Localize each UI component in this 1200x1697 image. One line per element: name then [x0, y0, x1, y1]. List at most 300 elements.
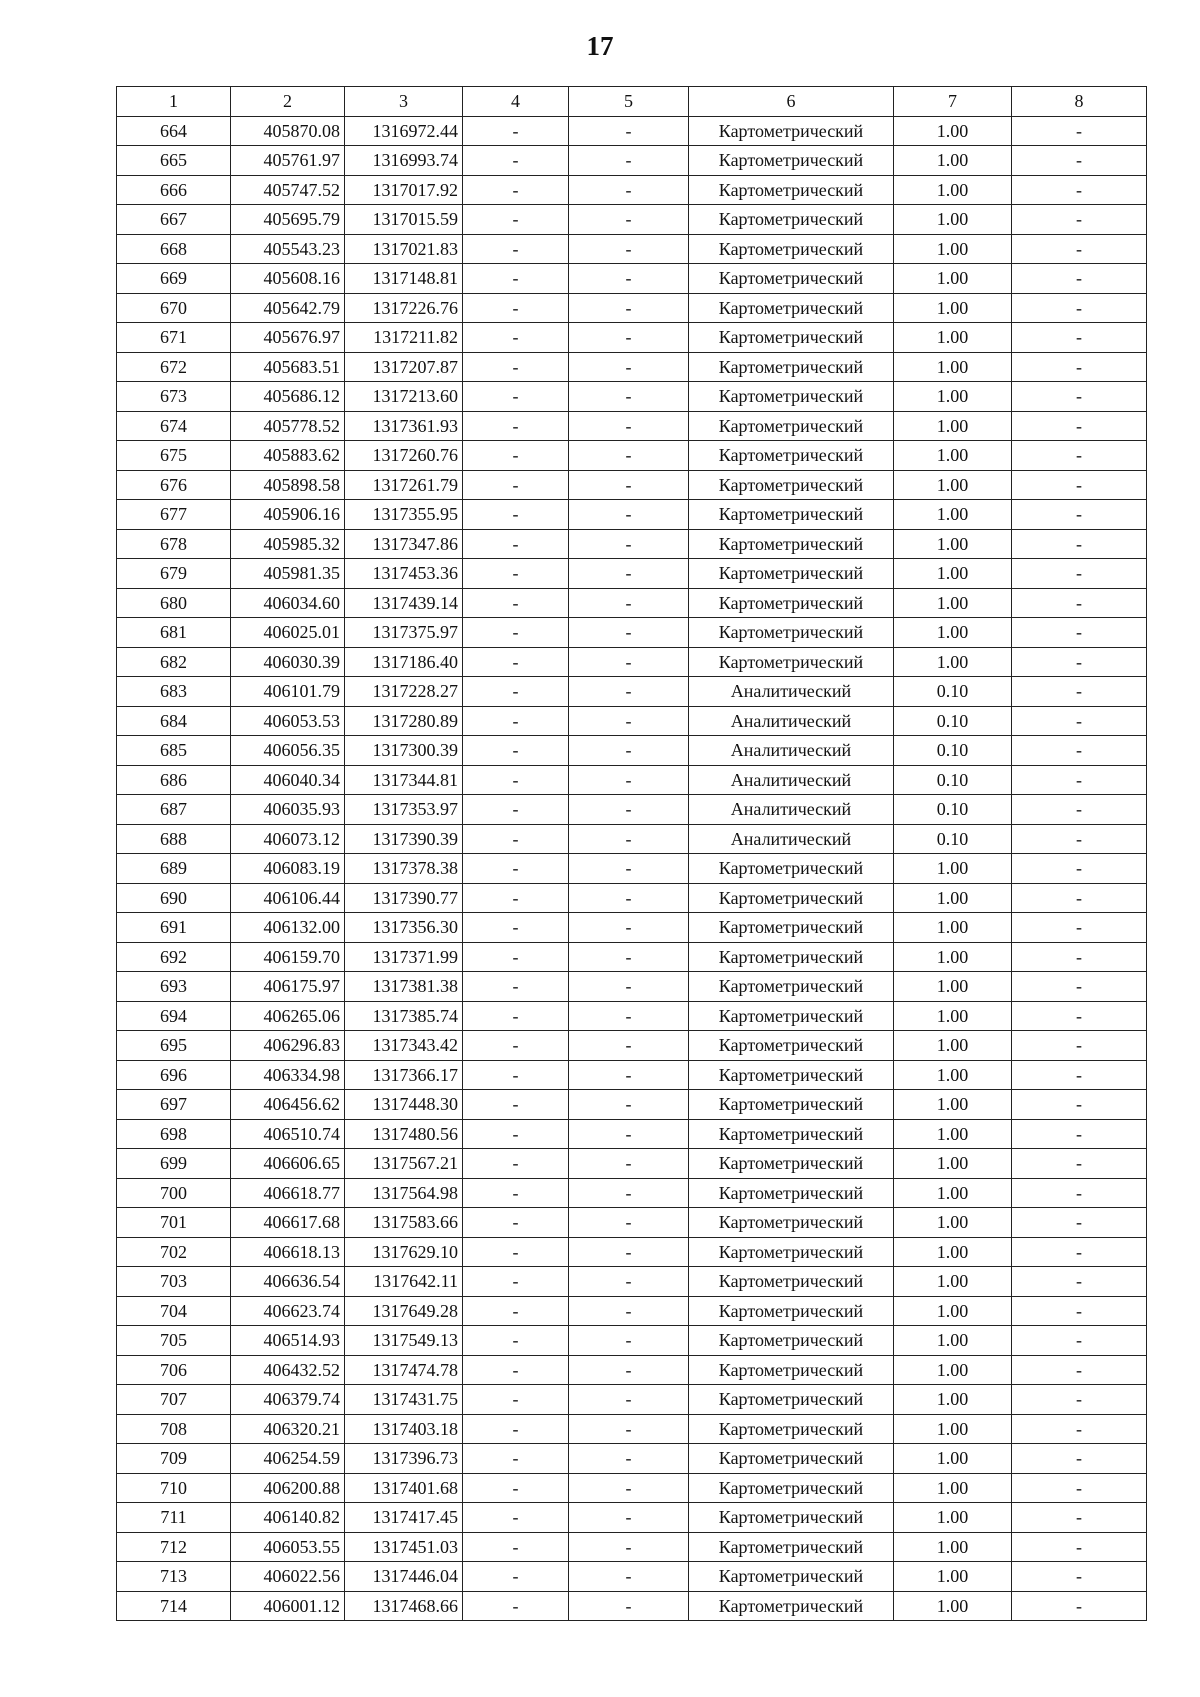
cell-col-8: -: [1012, 411, 1147, 441]
cell-col-8: -: [1012, 352, 1147, 382]
cell-coord-y: 1317629.10: [345, 1237, 463, 1267]
cell-coord-x: 405747.52: [231, 175, 345, 205]
cell-coord-x: 406379.74: [231, 1385, 345, 1415]
cell-coord-x: 406618.13: [231, 1237, 345, 1267]
cell-col-8: -: [1012, 824, 1147, 854]
cell-accuracy: 1.00: [894, 1267, 1012, 1297]
cell-accuracy: 1.00: [894, 972, 1012, 1002]
cell-coord-x: 405883.62: [231, 441, 345, 471]
cell-method: Картометрический: [689, 1237, 894, 1267]
cell-col-4: -: [463, 470, 569, 500]
cell-coord-y: 1317347.86: [345, 529, 463, 559]
cell-method: Аналитический: [689, 795, 894, 825]
cell-col-8: -: [1012, 795, 1147, 825]
table-row: [117, 647, 1147, 677]
cell-col-5: -: [569, 1060, 689, 1090]
cell-col-8: -: [1012, 1562, 1147, 1592]
table-row: [117, 1001, 1147, 1031]
cell-coord-y: 1317390.77: [345, 883, 463, 913]
cell-method: Картометрический: [689, 1208, 894, 1238]
cell-col-4: -: [463, 500, 569, 530]
cell-col-8: -: [1012, 234, 1147, 264]
table-row: [117, 1090, 1147, 1120]
cell-coord-y: 1317207.87: [345, 352, 463, 382]
cell-coord-y: 1317468.66: [345, 1591, 463, 1621]
cell-point-number: 699: [117, 1149, 231, 1179]
table-row: [117, 500, 1147, 530]
cell-col-8: -: [1012, 264, 1147, 294]
cell-col-8: -: [1012, 116, 1147, 146]
cell-accuracy: 0.10: [894, 706, 1012, 736]
cell-accuracy: 1.00: [894, 1031, 1012, 1061]
cell-method: Картометрический: [689, 1296, 894, 1326]
cell-col-8: -: [1012, 559, 1147, 589]
cell-col-5: -: [569, 205, 689, 235]
cell-point-number: 704: [117, 1296, 231, 1326]
cell-coord-x: 405898.58: [231, 470, 345, 500]
cell-point-number: 684: [117, 706, 231, 736]
coordinates-table: [116, 86, 1147, 1621]
table-row: [117, 1296, 1147, 1326]
cell-point-number: 689: [117, 854, 231, 884]
cell-accuracy: 1.00: [894, 500, 1012, 530]
cell-col-8: -: [1012, 618, 1147, 648]
cell-col-5: -: [569, 1503, 689, 1533]
cell-col-5: -: [569, 942, 689, 972]
cell-col-4: -: [463, 883, 569, 913]
cell-accuracy: 1.00: [894, 470, 1012, 500]
cell-method: Картометрический: [689, 942, 894, 972]
cell-point-number: 692: [117, 942, 231, 972]
cell-accuracy: 1.00: [894, 205, 1012, 235]
cell-point-number: 691: [117, 913, 231, 943]
cell-point-number: 710: [117, 1473, 231, 1503]
cell-coord-y: 1317378.38: [345, 854, 463, 884]
cell-col-8: -: [1012, 972, 1147, 1002]
cell-coord-x: 406175.97: [231, 972, 345, 1002]
cell-coord-y: 1317549.13: [345, 1326, 463, 1356]
cell-method: Картометрический: [689, 234, 894, 264]
cell-col-5: -: [569, 175, 689, 205]
cell-accuracy: 1.00: [894, 1355, 1012, 1385]
cell-point-number: 675: [117, 441, 231, 471]
cell-coord-y: 1317228.27: [345, 677, 463, 707]
cell-col-5: -: [569, 116, 689, 146]
cell-coord-x: 406432.52: [231, 1355, 345, 1385]
cell-coord-x: 405906.16: [231, 500, 345, 530]
cell-accuracy: 1.00: [894, 1060, 1012, 1090]
cell-coord-y: 1317474.78: [345, 1355, 463, 1385]
cell-col-5: -: [569, 1385, 689, 1415]
cell-col-4: -: [463, 706, 569, 736]
cell-coord-y: 1317148.81: [345, 264, 463, 294]
table-row: [117, 1119, 1147, 1149]
table-row: [117, 588, 1147, 618]
cell-accuracy: 1.00: [894, 441, 1012, 471]
cell-col-4: -: [463, 1031, 569, 1061]
cell-coord-x: 406514.93: [231, 1326, 345, 1356]
cell-col-5: -: [569, 883, 689, 913]
cell-coord-y: 1317390.39: [345, 824, 463, 854]
cell-col-4: -: [463, 1444, 569, 1474]
cell-col-4: -: [463, 175, 569, 205]
cell-accuracy: 1.00: [894, 1414, 1012, 1444]
cell-method: Картометрический: [689, 618, 894, 648]
table-row: [117, 883, 1147, 913]
cell-point-number: 688: [117, 824, 231, 854]
cell-accuracy: 0.10: [894, 795, 1012, 825]
cell-method: Картометрический: [689, 1031, 894, 1061]
cell-coord-y: 1316993.74: [345, 146, 463, 176]
table-row: [117, 1237, 1147, 1267]
cell-method: Картометрический: [689, 470, 894, 500]
cell-coord-y: 1317343.42: [345, 1031, 463, 1061]
table-row: [117, 234, 1147, 264]
table-row: [117, 1444, 1147, 1474]
table-row: [117, 765, 1147, 795]
cell-col-5: -: [569, 1296, 689, 1326]
cell-coord-x: 406035.93: [231, 795, 345, 825]
cell-col-8: -: [1012, 1473, 1147, 1503]
cell-coord-x: 406623.74: [231, 1296, 345, 1326]
column-header-7: 7: [894, 87, 1012, 117]
table-row: [117, 1473, 1147, 1503]
cell-coord-y: 1317564.98: [345, 1178, 463, 1208]
cell-method: Картометрический: [689, 1355, 894, 1385]
cell-col-4: -: [463, 1178, 569, 1208]
cell-col-4: -: [463, 234, 569, 264]
cell-col-5: -: [569, 1473, 689, 1503]
cell-method: Аналитический: [689, 824, 894, 854]
cell-col-5: -: [569, 1355, 689, 1385]
cell-coord-x: 406101.79: [231, 677, 345, 707]
table-row: [117, 205, 1147, 235]
table-row: [117, 1060, 1147, 1090]
table-row: [117, 116, 1147, 146]
cell-col-5: -: [569, 1444, 689, 1474]
cell-point-number: 694: [117, 1001, 231, 1031]
cell-point-number: 697: [117, 1090, 231, 1120]
cell-coord-y: 1317186.40: [345, 647, 463, 677]
cell-col-8: -: [1012, 1444, 1147, 1474]
table-row: [117, 942, 1147, 972]
cell-col-4: -: [463, 1503, 569, 1533]
cell-col-5: -: [569, 1119, 689, 1149]
cell-coord-y: 1317280.89: [345, 706, 463, 736]
cell-coord-x: 405870.08: [231, 116, 345, 146]
cell-point-number: 683: [117, 677, 231, 707]
cell-col-8: -: [1012, 529, 1147, 559]
column-header-5: 5: [569, 87, 689, 117]
cell-coord-x: 406510.74: [231, 1119, 345, 1149]
cell-col-4: -: [463, 942, 569, 972]
cell-col-4: -: [463, 559, 569, 589]
cell-coord-y: 1317344.81: [345, 765, 463, 795]
cell-col-5: -: [569, 470, 689, 500]
cell-method: Картометрический: [689, 854, 894, 884]
cell-coord-x: 406053.55: [231, 1532, 345, 1562]
cell-method: Картометрический: [689, 647, 894, 677]
table-row: [117, 677, 1147, 707]
cell-col-4: -: [463, 1296, 569, 1326]
table-row: [117, 913, 1147, 943]
table-row: [117, 529, 1147, 559]
cell-accuracy: 0.10: [894, 736, 1012, 766]
cell-col-8: -: [1012, 1208, 1147, 1238]
cell-accuracy: 1.00: [894, 1296, 1012, 1326]
cell-coord-x: 405676.97: [231, 323, 345, 353]
cell-coord-x: 405642.79: [231, 293, 345, 323]
cell-col-8: -: [1012, 706, 1147, 736]
cell-col-4: -: [463, 146, 569, 176]
cell-coord-y: 1317015.59: [345, 205, 463, 235]
cell-coord-x: 406040.34: [231, 765, 345, 795]
cell-coord-y: 1317403.18: [345, 1414, 463, 1444]
cell-col-8: -: [1012, 1385, 1147, 1415]
cell-col-4: -: [463, 441, 569, 471]
cell-col-4: -: [463, 1149, 569, 1179]
cell-method: Картометрический: [689, 1473, 894, 1503]
cell-col-5: -: [569, 1090, 689, 1120]
cell-method: Аналитический: [689, 736, 894, 766]
cell-coord-x: 406334.98: [231, 1060, 345, 1090]
cell-coord-y: 1317260.76: [345, 441, 463, 471]
cell-col-4: -: [463, 824, 569, 854]
cell-col-5: -: [569, 529, 689, 559]
cell-point-number: 669: [117, 264, 231, 294]
cell-col-5: -: [569, 1414, 689, 1444]
cell-accuracy: 0.10: [894, 824, 1012, 854]
cell-col-5: -: [569, 765, 689, 795]
cell-coord-y: 1317356.30: [345, 913, 463, 943]
cell-method: Картометрический: [689, 1503, 894, 1533]
cell-point-number: 678: [117, 529, 231, 559]
cell-method: Картометрический: [689, 116, 894, 146]
cell-accuracy: 1.00: [894, 1562, 1012, 1592]
cell-accuracy: 0.10: [894, 677, 1012, 707]
cell-coord-x: 406034.60: [231, 588, 345, 618]
cell-point-number: 677: [117, 500, 231, 530]
cell-coord-y: 1317021.83: [345, 234, 463, 264]
cell-col-8: -: [1012, 1178, 1147, 1208]
cell-col-4: -: [463, 1326, 569, 1356]
cell-accuracy: 1.00: [894, 1237, 1012, 1267]
cell-coord-y: 1317300.39: [345, 736, 463, 766]
cell-coord-x: 406106.44: [231, 883, 345, 913]
cell-accuracy: 1.00: [894, 1473, 1012, 1503]
cell-col-5: -: [569, 1178, 689, 1208]
cell-col-8: -: [1012, 1119, 1147, 1149]
column-header-6: 6: [689, 87, 894, 117]
cell-coord-y: 1317211.82: [345, 323, 463, 353]
cell-col-4: -: [463, 1591, 569, 1621]
cell-coord-y: 1317353.97: [345, 795, 463, 825]
cell-col-4: -: [463, 352, 569, 382]
cell-col-4: -: [463, 293, 569, 323]
cell-coord-y: 1317480.56: [345, 1119, 463, 1149]
cell-coord-x: 405695.79: [231, 205, 345, 235]
cell-coord-y: 1317213.60: [345, 382, 463, 412]
cell-col-8: -: [1012, 942, 1147, 972]
cell-col-8: -: [1012, 205, 1147, 235]
table-row: [117, 1503, 1147, 1533]
cell-coord-y: 1317567.21: [345, 1149, 463, 1179]
cell-accuracy: 1.00: [894, 559, 1012, 589]
cell-point-number: 693: [117, 972, 231, 1002]
cell-accuracy: 1.00: [894, 942, 1012, 972]
cell-col-8: -: [1012, 1503, 1147, 1533]
cell-point-number: 695: [117, 1031, 231, 1061]
cell-method: Картометрический: [689, 382, 894, 412]
cell-point-number: 667: [117, 205, 231, 235]
cell-coord-x: 406320.21: [231, 1414, 345, 1444]
cell-col-5: -: [569, 382, 689, 412]
cell-point-number: 713: [117, 1562, 231, 1592]
cell-coord-x: 406159.70: [231, 942, 345, 972]
cell-coord-y: 1317446.04: [345, 1562, 463, 1592]
cell-method: Картометрический: [689, 1414, 894, 1444]
cell-col-5: -: [569, 293, 689, 323]
cell-col-4: -: [463, 1267, 569, 1297]
page-number: 17: [586, 31, 614, 61]
cell-col-5: -: [569, 1237, 689, 1267]
cell-col-4: -: [463, 1473, 569, 1503]
cell-coord-x: 406254.59: [231, 1444, 345, 1474]
cell-col-8: -: [1012, 1149, 1147, 1179]
cell-col-8: -: [1012, 883, 1147, 913]
table-row: [117, 1355, 1147, 1385]
cell-coord-y: 1317453.36: [345, 559, 463, 589]
cell-col-8: -: [1012, 1591, 1147, 1621]
table-row: [117, 411, 1147, 441]
table-row: [117, 824, 1147, 854]
table-row: [117, 293, 1147, 323]
table-row: [117, 559, 1147, 589]
cell-method: Картометрический: [689, 1326, 894, 1356]
cell-col-4: -: [463, 854, 569, 884]
cell-col-4: -: [463, 1562, 569, 1592]
cell-accuracy: 1.00: [894, 1591, 1012, 1621]
cell-col-4: -: [463, 323, 569, 353]
cell-col-8: -: [1012, 441, 1147, 471]
cell-method: Картометрический: [689, 1060, 894, 1090]
cell-col-4: -: [463, 1090, 569, 1120]
cell-coord-x: 406456.62: [231, 1090, 345, 1120]
cell-coord-x: 405543.23: [231, 234, 345, 264]
cell-accuracy: 1.00: [894, 854, 1012, 884]
cell-coord-y: 1317361.93: [345, 411, 463, 441]
cell-col-8: -: [1012, 765, 1147, 795]
cell-col-8: -: [1012, 1355, 1147, 1385]
cell-coord-y: 1317448.30: [345, 1090, 463, 1120]
cell-coord-y: 1317642.11: [345, 1267, 463, 1297]
cell-col-4: -: [463, 1385, 569, 1415]
cell-point-number: 687: [117, 795, 231, 825]
cell-coord-x: 405608.16: [231, 264, 345, 294]
cell-col-5: -: [569, 618, 689, 648]
cell-accuracy: 1.00: [894, 1149, 1012, 1179]
cell-method: Картометрический: [689, 913, 894, 943]
table-row: [117, 1031, 1147, 1061]
table-row: [117, 1532, 1147, 1562]
cell-accuracy: 0.10: [894, 765, 1012, 795]
cell-method: Картометрический: [689, 293, 894, 323]
cell-accuracy: 1.00: [894, 323, 1012, 353]
cell-col-4: -: [463, 264, 569, 294]
cell-col-4: -: [463, 1001, 569, 1031]
cell-point-number: 671: [117, 323, 231, 353]
cell-col-5: -: [569, 677, 689, 707]
cell-col-4: -: [463, 116, 569, 146]
cell-point-number: 707: [117, 1385, 231, 1415]
cell-coord-x: 406265.06: [231, 1001, 345, 1031]
cell-coord-y: 1317649.28: [345, 1296, 463, 1326]
table-row: [117, 264, 1147, 294]
cell-coord-y: 1317371.99: [345, 942, 463, 972]
cell-accuracy: 1.00: [894, 1119, 1012, 1149]
cell-col-5: -: [569, 500, 689, 530]
cell-col-5: -: [569, 913, 689, 943]
cell-col-5: -: [569, 1267, 689, 1297]
cell-col-8: -: [1012, 736, 1147, 766]
cell-method: Картометрический: [689, 146, 894, 176]
cell-accuracy: 1.00: [894, 116, 1012, 146]
cell-accuracy: 1.00: [894, 1503, 1012, 1533]
cell-coord-y: 1317417.45: [345, 1503, 463, 1533]
cell-coord-x: 406022.56: [231, 1562, 345, 1592]
cell-col-8: -: [1012, 175, 1147, 205]
cell-coord-y: 1317583.66: [345, 1208, 463, 1238]
cell-col-5: -: [569, 1591, 689, 1621]
cell-col-8: -: [1012, 1414, 1147, 1444]
cell-method: Картометрический: [689, 323, 894, 353]
cell-coord-x: 406618.77: [231, 1178, 345, 1208]
cell-point-number: 682: [117, 647, 231, 677]
table-row: [117, 1208, 1147, 1238]
cell-coord-x: 405778.52: [231, 411, 345, 441]
cell-col-8: -: [1012, 382, 1147, 412]
cell-coord-x: 406025.01: [231, 618, 345, 648]
cell-col-5: -: [569, 559, 689, 589]
cell-coord-x: 406296.83: [231, 1031, 345, 1061]
cell-coord-x: 405683.51: [231, 352, 345, 382]
cell-col-4: -: [463, 1119, 569, 1149]
cell-method: Картометрический: [689, 1001, 894, 1031]
cell-coord-x: 406200.88: [231, 1473, 345, 1503]
cell-col-8: -: [1012, 588, 1147, 618]
cell-accuracy: 1.00: [894, 1385, 1012, 1415]
cell-coord-x: 406001.12: [231, 1591, 345, 1621]
cell-coord-y: 1317017.92: [345, 175, 463, 205]
cell-col-4: -: [463, 1355, 569, 1385]
column-header-1: 1: [117, 87, 231, 117]
cell-method: Картометрический: [689, 441, 894, 471]
cell-coord-x: 406132.00: [231, 913, 345, 943]
cell-accuracy: 1.00: [894, 352, 1012, 382]
cell-col-8: -: [1012, 913, 1147, 943]
cell-col-8: -: [1012, 677, 1147, 707]
cell-col-8: -: [1012, 470, 1147, 500]
cell-col-4: -: [463, 588, 569, 618]
cell-accuracy: 1.00: [894, 1090, 1012, 1120]
cell-col-5: -: [569, 264, 689, 294]
cell-col-4: -: [463, 411, 569, 441]
cell-point-number: 680: [117, 588, 231, 618]
cell-col-8: -: [1012, 1532, 1147, 1562]
cell-coord-y: 1317366.17: [345, 1060, 463, 1090]
table-row: [117, 736, 1147, 766]
cell-point-number: 674: [117, 411, 231, 441]
